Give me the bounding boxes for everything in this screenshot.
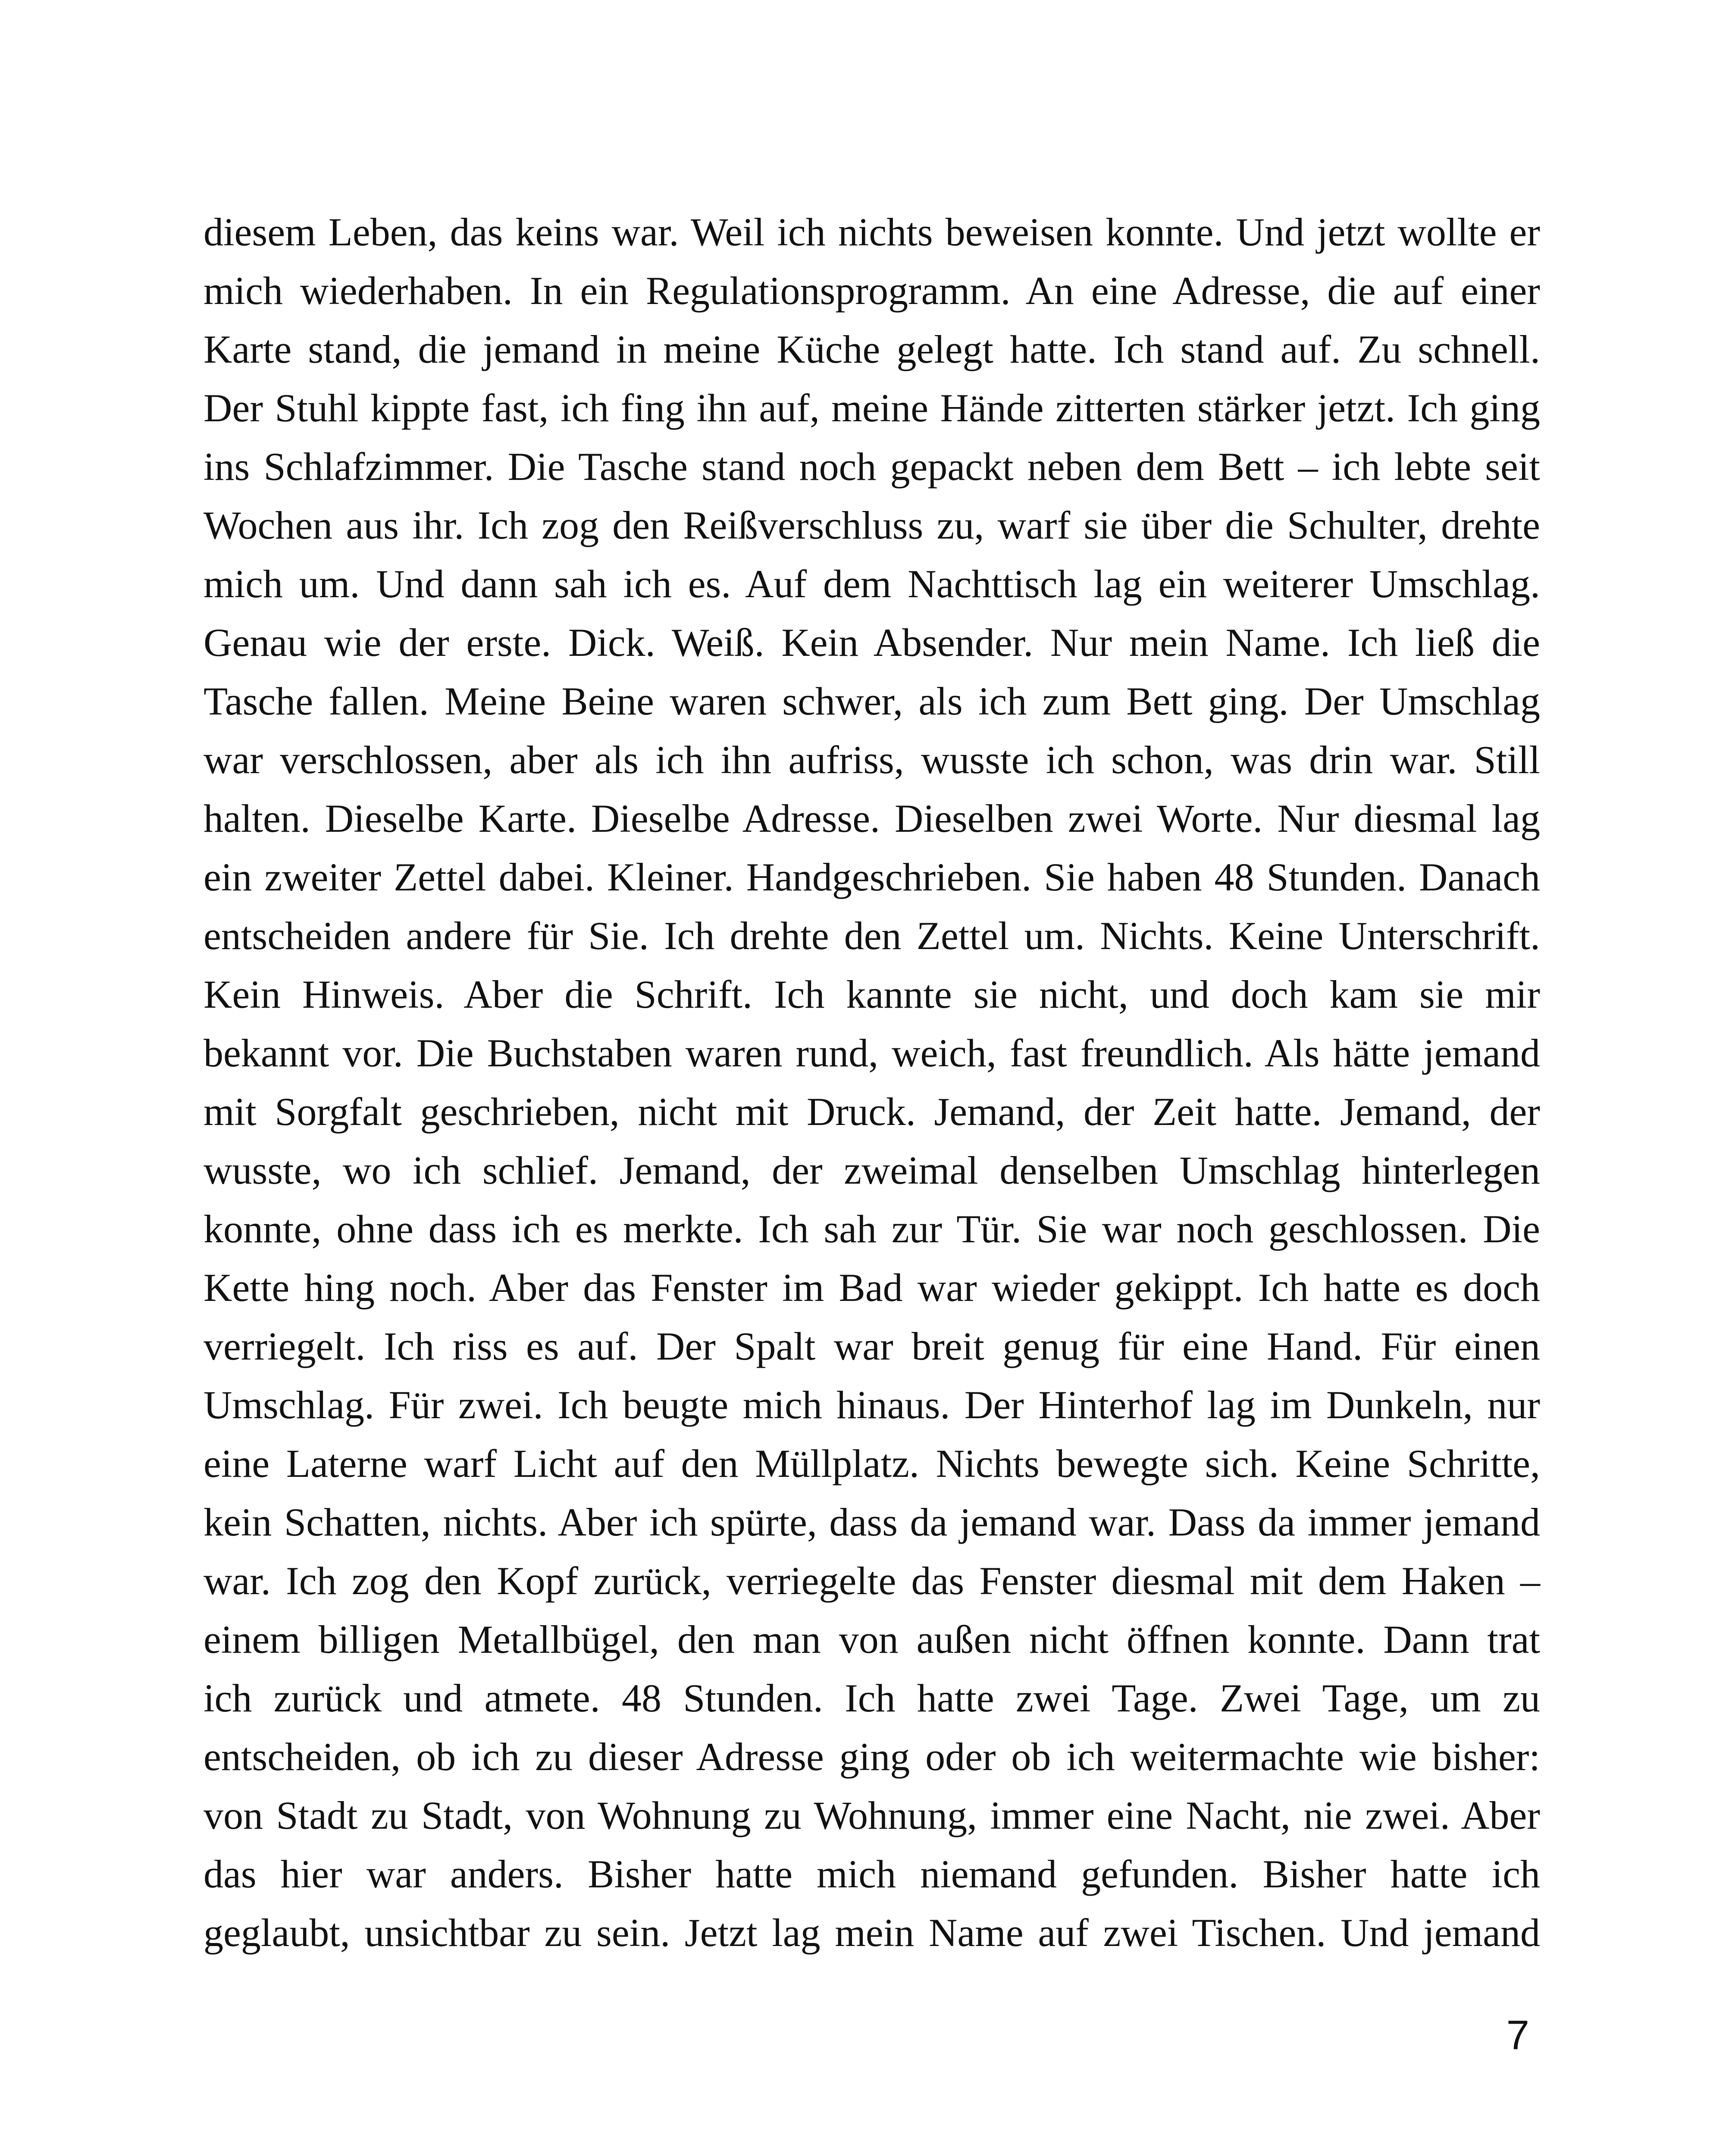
text-line: einem billigen Metallbügel, den man von außen nicht öffnen konnte. Dann trat bbox=[204, 1617, 1540, 1661]
text-line: mich um. Und dann sah ich es. Auf dem Nachttisch lag ein weiterer Umschlag. bbox=[204, 562, 1540, 606]
text-line: ein zweiter Zettel dabei. Kleiner. Handgeschrieben. Sie haben 48 Stunden. Danach bbox=[204, 855, 1540, 899]
text-line: Der Stuhl kippte fast, ich fing ihn auf, meine Hände zitterten stärker jetzt. Ich ging bbox=[204, 386, 1540, 430]
text-line: geglaubt, unsichtbar zu sein. Jetzt lag mein Name auf zwei Tischen. Und jemand bbox=[204, 1911, 1540, 1955]
text-line: ins Schlafzimmer. Die Tasche stand noch gepackt neben dem Bett – ich lebte seit bbox=[204, 445, 1540, 489]
text-line: wusste, wo ich schlief. Jemand, der zweimal denselben Umschlag hinterlegen bbox=[204, 1148, 1540, 1192]
text-line: Genau wie der erste. Dick. Weiß. Kein Absender. Nur mein Name. Ich ließ die bbox=[204, 620, 1540, 664]
text-line: eine Laterne warf Licht auf den Müllplatz. Nichts bewegte sich. Keine Schritte, bbox=[204, 1442, 1540, 1485]
text-line: Tasche fallen. Meine Beine waren schwer, als ich zum Bett ging. Der Umschlag bbox=[204, 679, 1540, 723]
text-line: entscheiden andere für Sie. Ich drehte den Zettel um. Nichts. Keine Unterschrift. bbox=[204, 914, 1540, 958]
page-number: 7 bbox=[1506, 2012, 1529, 2058]
text-line: mit Sorgfalt geschrieben, nicht mit Druck. Jemand, der Zeit hatte. Jemand, der bbox=[204, 1090, 1540, 1134]
text-line: Karte stand, die jemand in meine Küche gelegt hatte. Ich stand auf. Zu schnell. bbox=[204, 327, 1540, 371]
text-line: halten. Dieselbe Karte. Dieselbe Adresse. Dieselben zwei Worte. Nur diesmal lag bbox=[204, 796, 1540, 840]
text-line: entscheiden, ob ich zu dieser Adresse ging oder ob ich weitermachte wie bisher: bbox=[204, 1735, 1540, 1779]
text-line: das hier war anders. Bisher hatte mich niemand gefunden. Bisher hatte ich bbox=[204, 1852, 1540, 1896]
text-line: bekannt vor. Die Buchstaben waren rund, weich, fast freundlich. Als hätte jemand bbox=[204, 1031, 1540, 1075]
text-line: konnte, ohne dass ich es merkte. Ich sah zur Tür. Sie war noch geschlossen. Die bbox=[204, 1207, 1540, 1251]
text-line: Kein Hinweis. Aber die Schrift. Ich kannte sie nicht, und doch kam sie mir bbox=[204, 972, 1540, 1016]
text-line: diesem Leben, das keins war. Weil ich nichts beweisen konnte. Und jetzt wollte er bbox=[204, 210, 1540, 254]
text-line: kein Schatten, nichts. Aber ich spürte, dass da jemand war. Dass da immer jemand bbox=[204, 1500, 1540, 1544]
text-line: Kette hing noch. Aber das Fenster im Bad war wieder gekippt. Ich hatte es doch bbox=[204, 1266, 1540, 1310]
text-line: von Stadt zu Stadt, von Wohnung zu Wohnung, immer eine Nacht, nie zwei. Aber bbox=[204, 1793, 1540, 1837]
text-line: verriegelt. Ich riss es auf. Der Spalt war breit genug für eine Hand. Für einen bbox=[204, 1324, 1540, 1368]
text-line: war verschlossen, aber als ich ihn aufriss, wusste ich schon, was drin war. Still bbox=[204, 738, 1540, 782]
text-line: war. Ich zog den Kopf zurück, verriegelte das Fenster diesmal mit dem Haken – bbox=[204, 1559, 1540, 1603]
text-line: Wochen aus ihr. Ich zog den Reißverschluss zu, warf sie über die Schulter, drehte bbox=[204, 503, 1540, 547]
text-line: Umschlag. Für zwei. Ich beugte mich hinaus. Der Hinterhof lag im Dunkeln, nur bbox=[204, 1383, 1540, 1427]
text-line: ich zurück und atmete. 48 Stunden. Ich hatte zwei Tage. Zwei Tage, um zu bbox=[204, 1676, 1540, 1720]
text-line: mich wiederhaben. In ein Regulationsprogramm. An eine Adresse, die auf einer bbox=[204, 269, 1540, 313]
